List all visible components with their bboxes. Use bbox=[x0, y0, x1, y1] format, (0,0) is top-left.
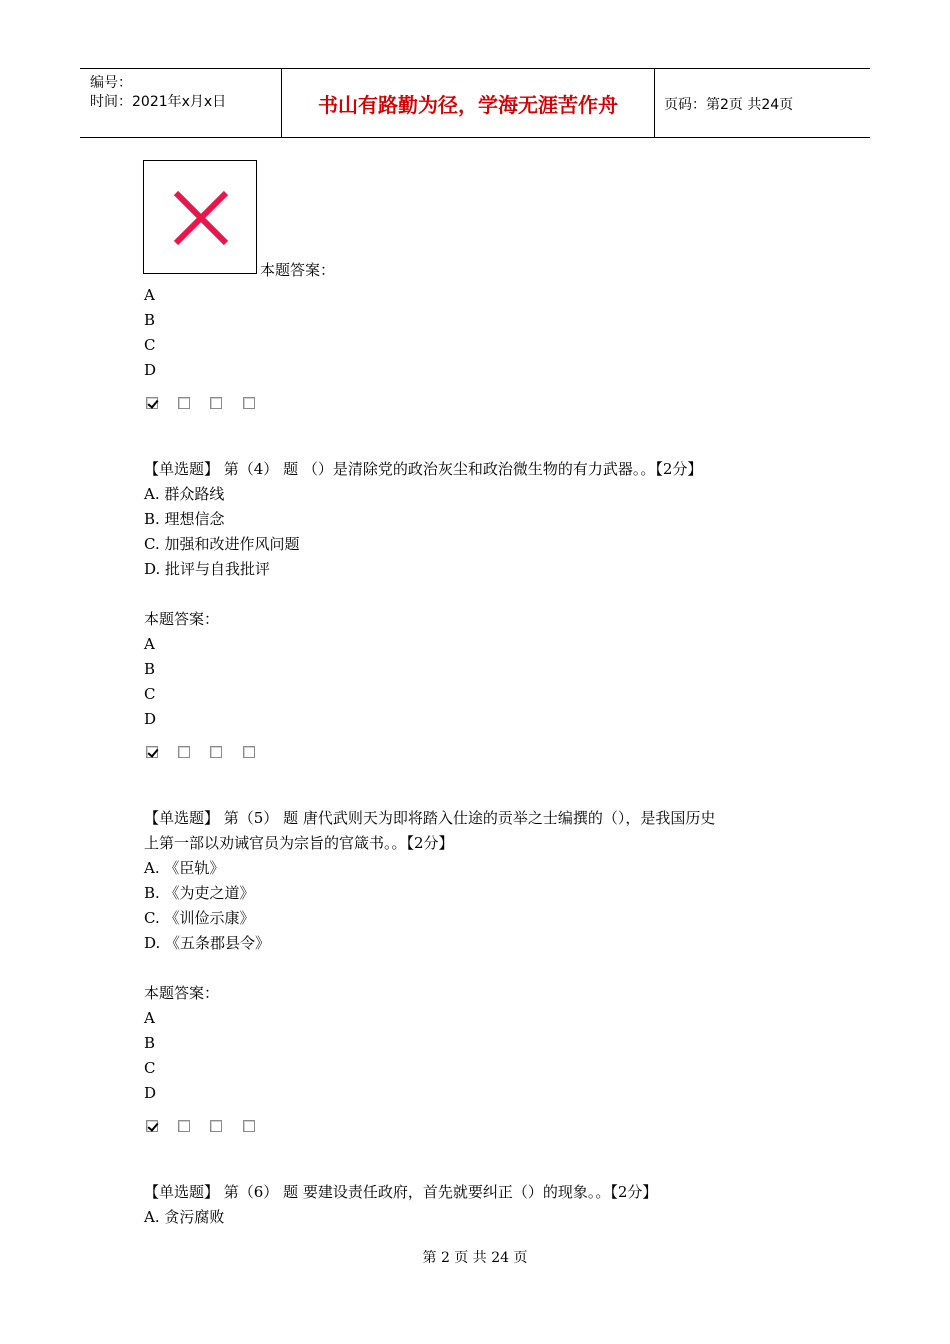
header-motto-cell bbox=[282, 69, 655, 137]
page-label: 页码：第2页 共24页 bbox=[664, 97, 794, 113]
answer-checkbox-a[interactable] bbox=[146, 746, 158, 758]
broken-image-icon bbox=[143, 160, 257, 274]
page-header bbox=[80, 68, 870, 138]
option-c: C. 《训俭示康》 bbox=[144, 909, 255, 927]
answer-letter: C bbox=[144, 685, 156, 703]
answer-checkbox-c[interactable] bbox=[210, 746, 222, 758]
answer-label: 本题答案： bbox=[144, 610, 220, 628]
option-a: A. 群众路线 bbox=[144, 485, 225, 503]
header-page-cell bbox=[655, 69, 870, 137]
answer-letter: B bbox=[144, 1034, 156, 1052]
answer-checkbox-c[interactable] bbox=[210, 397, 222, 409]
answer-letter: D bbox=[144, 361, 157, 379]
answer-letter: A bbox=[144, 286, 155, 304]
motto: 书山有路勤为径，学海无涯苦作舟 bbox=[318, 93, 618, 117]
answer-letter: D bbox=[144, 1084, 157, 1102]
question-stem: 【单选题】 第（6） 题 要建设责任政府，首先就要纠正（）的现象。。【2分】 bbox=[144, 1183, 658, 1201]
answer-checkbox-b[interactable] bbox=[178, 397, 190, 409]
answer-letter: C bbox=[144, 1059, 156, 1077]
red-x-icon bbox=[172, 189, 230, 247]
answer-letter: B bbox=[144, 660, 156, 678]
question-stem: 【单选题】 第（4） 题 （）是清除党的政治灰尘和政治微生物的有力武器。。【2分】 bbox=[144, 460, 703, 478]
option-d: D. 《五条郡县令》 bbox=[144, 934, 271, 952]
option-b: B. 理想信念 bbox=[144, 510, 225, 528]
answer-checkbox-b[interactable] bbox=[178, 746, 190, 758]
option-a: A. 《臣轨》 bbox=[144, 859, 225, 877]
option-b: B. 《为吏之道》 bbox=[144, 884, 255, 902]
question-stem: 【单选题】 第（5） 题 唐代武则天为即将踏入仕途的贡举之士编撰的（），是我国历史 bbox=[144, 809, 716, 827]
option-a: A. 贪污腐败 bbox=[144, 1208, 225, 1226]
answer-checkbox-c[interactable] bbox=[210, 1120, 222, 1132]
page-footer: 第 2 页 共 24 页 bbox=[422, 1250, 528, 1266]
answer-checkbox-d[interactable] bbox=[243, 1120, 255, 1132]
header-info-cell bbox=[80, 69, 282, 137]
answer-letter: B bbox=[144, 311, 156, 329]
question-stem-cont: 上第一部以劝诫官员为宗旨的官箴书。。【2分】 bbox=[144, 834, 454, 852]
answer-checkbox-b[interactable] bbox=[178, 1120, 190, 1132]
answer-checkbox-d[interactable] bbox=[243, 746, 255, 758]
answer-checkbox-d[interactable] bbox=[243, 397, 255, 409]
time-label: 时间：2021年x月x日 bbox=[90, 94, 227, 110]
option-d: D. 批评与自我批评 bbox=[144, 560, 271, 578]
answer-label: 本题答案： bbox=[144, 984, 220, 1002]
answer-letter: A bbox=[144, 1009, 155, 1027]
answer-letter: A bbox=[144, 635, 155, 653]
answer-letter: D bbox=[144, 710, 157, 728]
answer-letter: C bbox=[144, 336, 156, 354]
option-c: C. 加强和改进作风问题 bbox=[144, 535, 300, 553]
number-label: 编号： bbox=[90, 75, 132, 91]
answer-label: 本题答案： bbox=[260, 261, 336, 279]
answer-checkbox-a[interactable] bbox=[146, 1120, 158, 1132]
answer-checkbox-a[interactable] bbox=[146, 397, 158, 409]
